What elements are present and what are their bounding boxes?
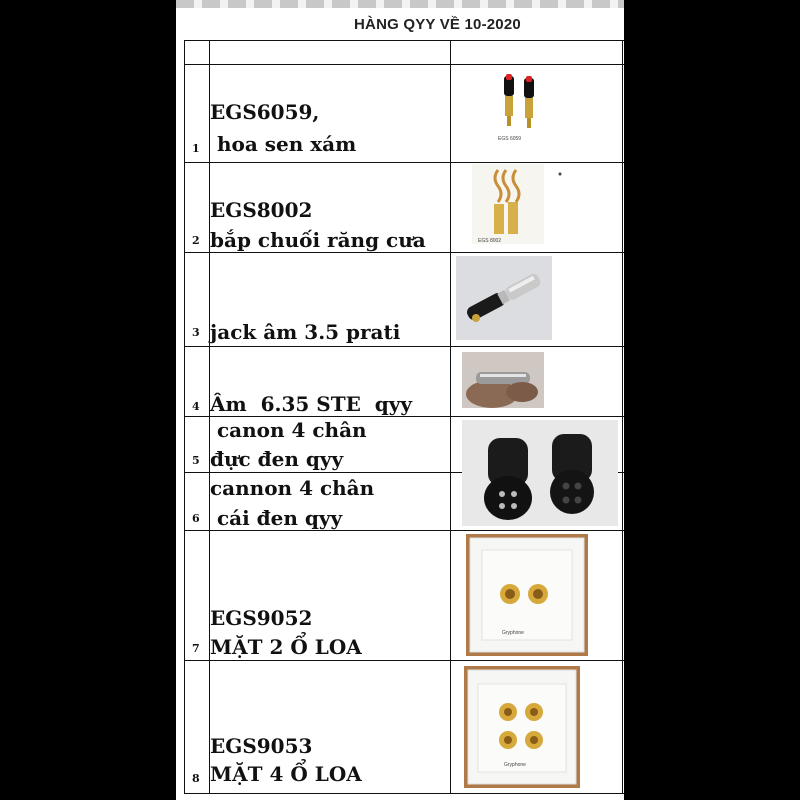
product-description: đực đen qyy bbox=[210, 447, 344, 471]
product-description: MẶT 2 Ổ LOA bbox=[210, 635, 362, 659]
photo-label: Gryphone bbox=[504, 762, 526, 768]
product-photo-cannon-4-pin bbox=[462, 420, 618, 526]
product-sheet bbox=[176, 0, 624, 800]
product-description: jack âm 3.5 prati bbox=[210, 320, 401, 344]
row-number: 4 bbox=[192, 400, 200, 413]
product-photo-egs9053 bbox=[464, 666, 580, 788]
product-photo-egs6059 bbox=[476, 70, 606, 150]
product-description: MẶT 4 Ổ LOA bbox=[210, 762, 362, 786]
sheet-title: HÀNG QYY VỀ 10-2020 bbox=[354, 16, 521, 33]
photo-label: Gryphone bbox=[502, 630, 524, 636]
product-description: bắp chuối răng cưa bbox=[210, 228, 426, 252]
grid-line bbox=[450, 40, 451, 793]
product-code: EGS6059, bbox=[210, 100, 320, 124]
photo-label: EGS 6059 bbox=[498, 136, 522, 142]
row-number: 8 bbox=[192, 772, 200, 785]
grid-line bbox=[184, 252, 624, 253]
grid-line bbox=[184, 40, 185, 793]
product-code: EGS8002 bbox=[210, 198, 313, 222]
photo-label: EGS 8002 bbox=[478, 238, 502, 244]
product-photo-egs8002 bbox=[468, 164, 598, 250]
product-description: canon 4 chân bbox=[210, 418, 367, 442]
row-number: 1 bbox=[192, 142, 200, 155]
product-photo-jack-3-5 bbox=[456, 256, 552, 340]
product-description: hoa sen xám bbox=[210, 132, 357, 156]
product-code: EGS9053 bbox=[210, 734, 313, 758]
product-code: EGS9052 bbox=[210, 606, 313, 630]
grid-line bbox=[184, 530, 624, 531]
row-number: 7 bbox=[192, 642, 200, 655]
product-photo-egs9052 bbox=[466, 534, 588, 656]
grid-line bbox=[184, 162, 624, 163]
grid-line bbox=[184, 416, 624, 417]
grid-line bbox=[184, 64, 624, 65]
grid-line bbox=[622, 40, 623, 793]
grid-line bbox=[184, 346, 624, 347]
row-number: 6 bbox=[192, 512, 200, 525]
row-number: 5 bbox=[192, 454, 200, 467]
grid-line bbox=[184, 660, 624, 661]
product-description: Âm 6.35 STE qyy bbox=[210, 392, 413, 416]
grid-line bbox=[184, 40, 624, 41]
product-description: cái đen qyy bbox=[210, 506, 343, 530]
product-description: cannon 4 chân bbox=[210, 476, 375, 500]
row-number: 2 bbox=[192, 234, 200, 247]
product-photo-6-35-ste bbox=[462, 352, 544, 408]
cropped-header-strip bbox=[176, 0, 624, 8]
row-number: 3 bbox=[192, 326, 200, 339]
grid-line bbox=[184, 793, 624, 794]
